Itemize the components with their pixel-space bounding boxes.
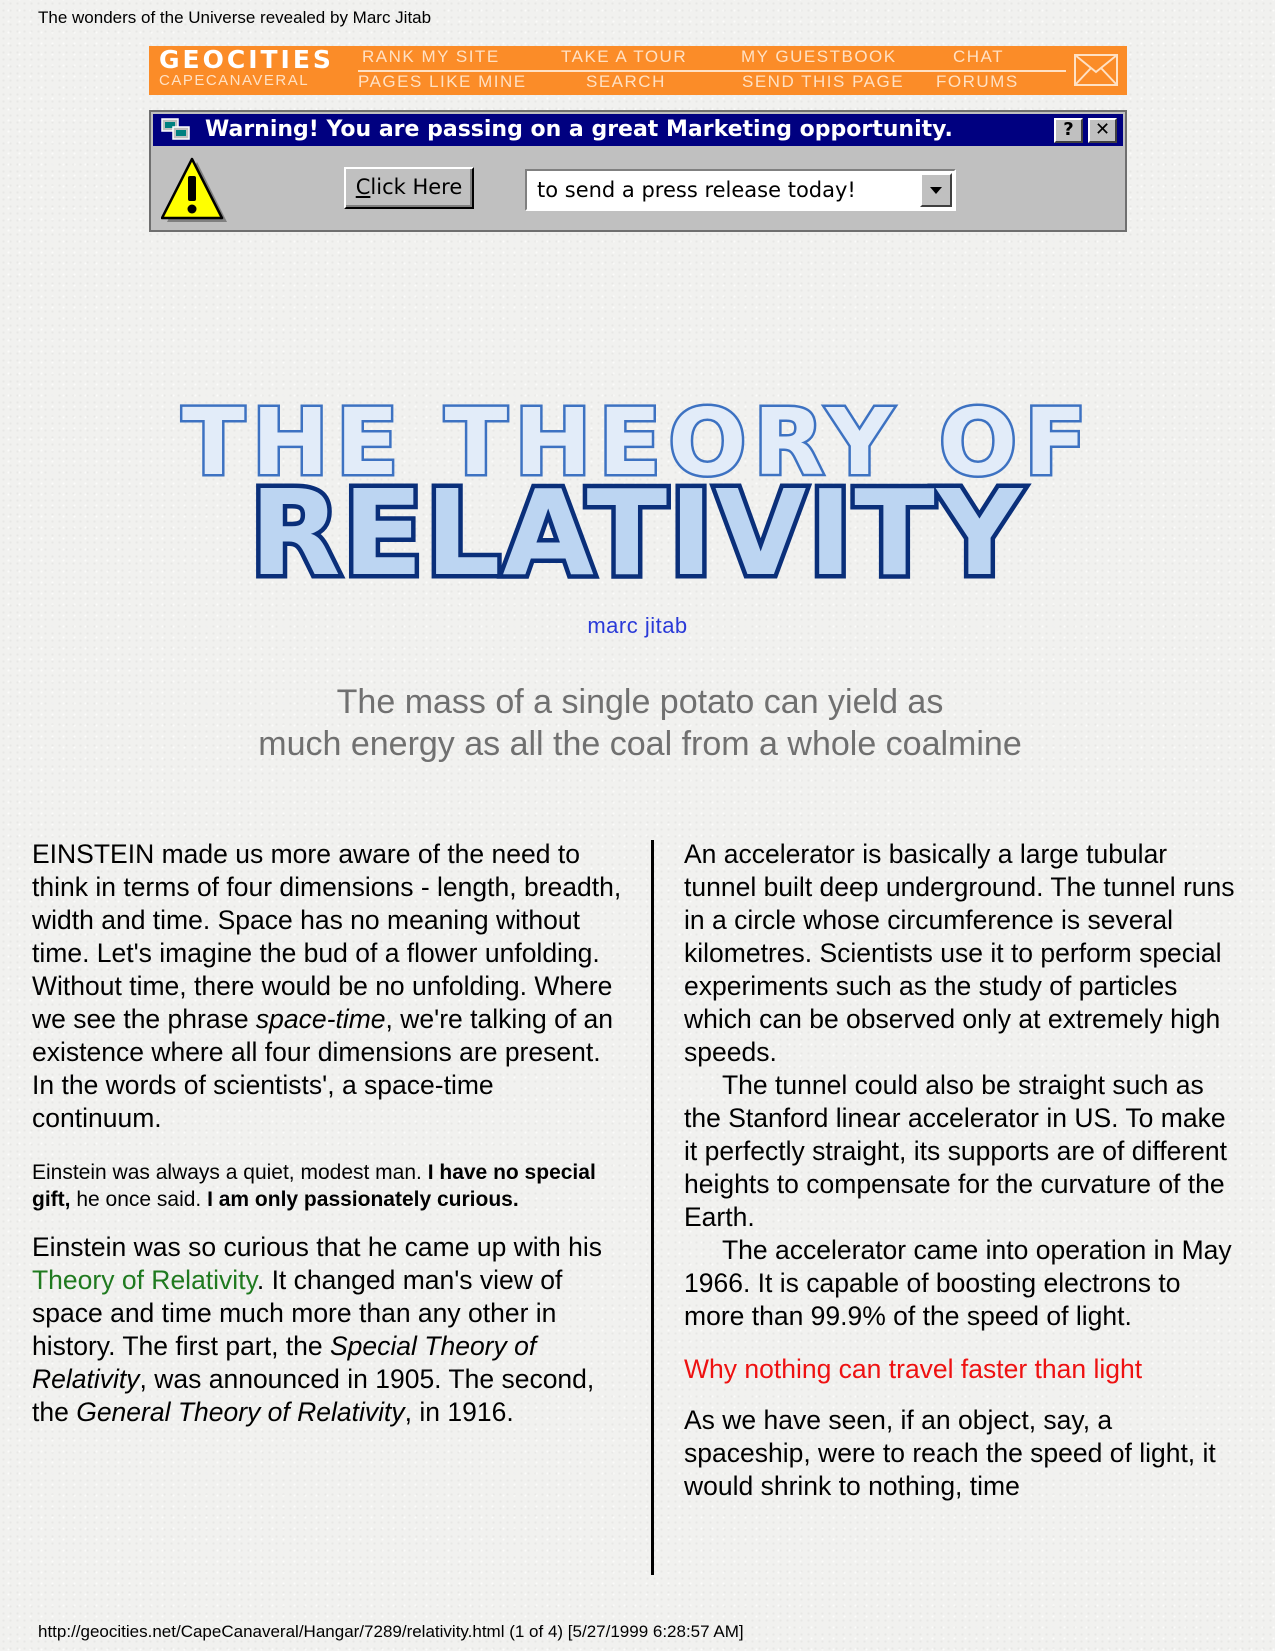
select-value: to send a press release today! — [537, 178, 856, 202]
title-line-1: THE THEORY OF — [182, 389, 1094, 496]
warning-icon — [161, 156, 227, 224]
paragraph-stanford: The tunnel could also be straight such as the Stanford linear accelerator in US. To make it perfectly straight, its supports are of different heights to compensate for the curvature of the Earth. — [684, 1070, 1228, 1232]
click-here-button[interactable] — [344, 167, 474, 209]
paragraph-1966: The accelerator came into operation in May 1966. It is capable of boosting electrons to more than 99.9% of the speed of light. — [684, 1235, 1232, 1331]
dropdown-arrow-icon[interactable] — [920, 173, 952, 207]
paragraph-theory-history — [32, 1231, 627, 1429]
tagline — [180, 681, 1100, 765]
theory-of-relativity-link[interactable]: Theory of Relativity — [32, 1265, 257, 1295]
tagline-line-2: much energy as all the coal from a whole coalmine — [258, 725, 1022, 763]
geocities-nav-bar — [149, 46, 1127, 95]
geocities-logo[interactable]: GEOCITIES — [159, 45, 334, 74]
page-header: The wonders of the Universe revealed by Marc Jitab — [38, 8, 432, 27]
tagline-line-1: The mass of a single potato can yield as — [336, 683, 944, 721]
button-mnemonic: C — [355, 175, 371, 199]
button-label: lick Here — [370, 175, 463, 199]
nav-link-forums[interactable]: FORUMS — [936, 72, 1019, 91]
quote-bold-2: I am only passionately curious. — [207, 1188, 519, 1211]
nav-link-chat[interactable]: CHAT — [953, 47, 1005, 66]
paragraph-speed-of-light: As we have seen, if an object, say, a spaceship, were to reach the speed of light, it would shrink to nothing, time — [684, 1405, 1216, 1501]
paragraph-accelerator: An accelerator is basically a large tubular tunnel built deep underground. The tunnel runs in a circle whose circumference is several kilometres. Scientists use it to perform special experiments such as the study of particles which can be observed only at extremely high speeds. — [684, 839, 1235, 1067]
nav-link-my-guestbook[interactable]: MY GUESTBOOK — [741, 47, 897, 66]
geocities-neighborhood[interactable]: CAPECANAVERAL — [159, 72, 310, 89]
right-column — [684, 838, 1244, 1503]
envelope-icon[interactable] — [1074, 54, 1118, 86]
section-heading: Why nothing can travel faster than light — [684, 1354, 1143, 1384]
press-release-select[interactable] — [525, 169, 956, 211]
paragraph-einstein-quote — [32, 1159, 627, 1213]
nav-link-take-a-tour[interactable]: TAKE A TOUR — [561, 47, 688, 66]
emphasis-general-theory: General Theory of Relativity — [76, 1397, 405, 1427]
left-column — [32, 838, 627, 1429]
text-run: , we're talking of an existence where all four dimensions are present. In the words of scientists', a space-time continuum. — [32, 1004, 614, 1133]
byline: marc jitab — [587, 613, 688, 638]
title-graphic — [182, 389, 1094, 602]
text-run: Einstein was so curious that he came up with his — [32, 1232, 603, 1262]
nav-link-search[interactable]: SEARCH — [586, 72, 666, 91]
emphasis-special-theory: Special Theory of Relativity — [32, 1331, 537, 1394]
nav-link-send-this-page[interactable]: SEND THIS PAGE — [742, 72, 905, 91]
quote-bold-1: I have no special gift, — [32, 1161, 596, 1211]
emphasis-space-time: space-time — [255, 1004, 386, 1034]
text-run: . It changed man's view of space and time much more than any other in history. The first part, the — [32, 1265, 563, 1361]
dialog-title: Warning! You are passing on a great Marketing opportunity. — [205, 117, 953, 142]
text-run: , was announced in 1905. The second, the — [32, 1364, 595, 1427]
nav-link-rank-my-site[interactable]: RANK MY SITE — [362, 47, 500, 66]
text-run: he once said. — [70, 1188, 208, 1211]
column-divider — [651, 840, 654, 1575]
page-footer: http://geocities.net/CapeCanaveral/Hangar/7289/relativity.html (1 of 4) [5/27/1999 6:28:57 AM] — [38, 1622, 744, 1641]
text-run: , in 1916. — [404, 1397, 514, 1427]
paragraph-four-dimensions — [32, 838, 627, 1135]
text-run: Einstein was always a quiet, modest man. — [32, 1161, 428, 1184]
help-button[interactable]: ? — [1054, 118, 1083, 143]
text-run: EINSTEIN made us more aware of the need to think in terms of four dimensions - length, breadth, width and time. Space has no meaning without time. Let's imagine the bud of a flower unfolding. Without time, there would be no unfolding. Where we see the phrase — [32, 839, 622, 1034]
close-button[interactable]: ✕ — [1088, 118, 1117, 143]
warning-dialog — [149, 110, 1127, 232]
title-line-2: RELATIVITY — [249, 464, 1025, 602]
dialog-title-bar — [153, 114, 1123, 146]
nav-link-pages-like-mine[interactable]: PAGES LIKE MINE — [358, 72, 527, 91]
computer-icon — [161, 118, 191, 142]
